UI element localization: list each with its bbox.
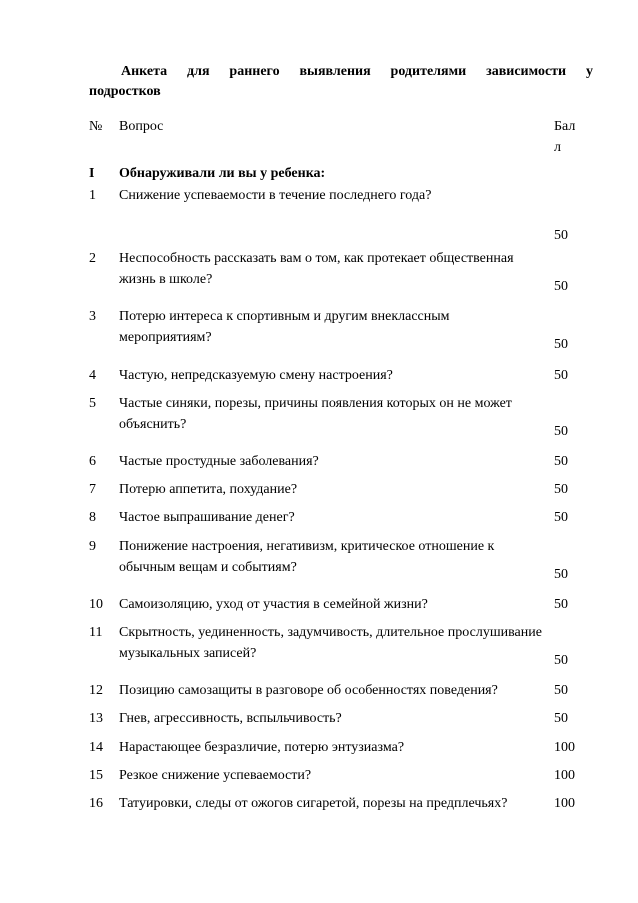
item-score: 50 bbox=[554, 683, 568, 698]
item-number: 11 bbox=[89, 625, 103, 640]
item-question: Резкое снижение успеваемости? bbox=[119, 768, 312, 783]
item-question: Гнев, агрессивность, вспыльчивость? bbox=[119, 711, 342, 726]
item-number: 6 bbox=[89, 454, 96, 469]
item-number: 4 bbox=[89, 368, 96, 383]
header-num: № bbox=[89, 119, 103, 134]
item-score: 50 bbox=[554, 482, 568, 497]
title-word: для bbox=[187, 64, 210, 79]
title-word: Анкета bbox=[121, 64, 168, 79]
table-row bbox=[89, 248, 599, 308]
section-row bbox=[89, 163, 599, 184]
item-question: Потерю интереса к спортивным и другим внеклассным мероприятиям? bbox=[119, 309, 450, 345]
section-num: I bbox=[89, 166, 95, 181]
header-question: Вопрос bbox=[119, 119, 164, 134]
table-row bbox=[89, 793, 599, 853]
title-word: раннего bbox=[229, 64, 280, 79]
item-number: 15 bbox=[89, 768, 103, 783]
item-number: 12 bbox=[89, 683, 103, 698]
item-question: Неспособность рассказать вам о том, как протекает общественная жизнь в школе? bbox=[119, 251, 514, 287]
item-number: 10 bbox=[89, 597, 103, 612]
title-word: у bbox=[586, 64, 593, 79]
item-question: Татуировки, следы от ожогов сигаретой, порезы на предплечьях? bbox=[119, 796, 508, 811]
item-score: 50 bbox=[554, 510, 568, 525]
item-score: 50 bbox=[554, 454, 568, 469]
item-number: 14 bbox=[89, 740, 103, 755]
item-score: 50 bbox=[554, 567, 568, 582]
item-score: 50 bbox=[554, 279, 568, 294]
item-number: 5 bbox=[89, 396, 96, 411]
item-number: 8 bbox=[89, 510, 96, 525]
item-score: 100 bbox=[554, 740, 575, 755]
item-question: Скрытность, уединенность, задумчивость, длительное прослушивание музыкальных записей? bbox=[119, 625, 542, 661]
table-row bbox=[89, 306, 599, 366]
item-score: 50 bbox=[554, 337, 568, 352]
table-row bbox=[89, 536, 599, 596]
title-line-2: подростков bbox=[89, 84, 161, 99]
item-question: Частую, непредсказуемую смену настроения? bbox=[119, 368, 393, 383]
item-score: 100 bbox=[554, 796, 575, 811]
header-score-line-2: л bbox=[554, 140, 561, 155]
table-row bbox=[89, 185, 599, 245]
item-score: 50 bbox=[554, 653, 568, 668]
title-word: зависимости bbox=[486, 64, 567, 79]
item-number: 7 bbox=[89, 482, 96, 497]
item-question: Самоизоляцию, уход от участия в семейной жизни? bbox=[119, 597, 428, 612]
item-score: 50 bbox=[554, 424, 568, 439]
section-text: Обнаруживали ли вы у ребенка: bbox=[119, 166, 326, 181]
item-question: Снижение успеваемости в течение последнего года? bbox=[119, 188, 432, 203]
title-word: выявления bbox=[299, 64, 371, 79]
title-line-1 bbox=[89, 62, 593, 82]
item-number: 2 bbox=[89, 251, 96, 266]
item-number: 3 bbox=[89, 309, 96, 324]
item-question: Понижение настроения, негативизм, критическое отношение к обычным вещам и событиям? bbox=[119, 539, 495, 575]
item-question: Частые синяки, порезы, причины появления которых он не может объяснить? bbox=[119, 396, 512, 432]
header-score-line-1: Бал bbox=[554, 119, 576, 134]
item-number: 1 bbox=[89, 188, 96, 203]
title-word: родителями bbox=[390, 64, 467, 79]
table-header-row bbox=[89, 116, 599, 158]
document-title bbox=[89, 62, 593, 102]
item-number: 13 bbox=[89, 711, 103, 726]
table-row bbox=[89, 622, 599, 682]
item-number: 9 bbox=[89, 539, 96, 554]
item-question: Потерю аппетита, похудание? bbox=[119, 482, 298, 497]
item-question: Частые простудные заболевания? bbox=[119, 454, 319, 469]
item-question: Позицию самозащиты в разговоре об особенностях поведения? bbox=[119, 683, 498, 698]
item-score: 50 bbox=[554, 597, 568, 612]
table-row bbox=[89, 393, 599, 453]
item-score: 50 bbox=[554, 368, 568, 383]
item-question: Частое выпрашивание денег? bbox=[119, 510, 295, 525]
item-score: 50 bbox=[554, 711, 568, 726]
item-score: 50 bbox=[554, 228, 568, 243]
item-score: 100 bbox=[554, 768, 575, 783]
item-question: Нарастающее безразличие, потерю энтузиазма? bbox=[119, 740, 405, 755]
header-score bbox=[554, 116, 599, 158]
item-number: 16 bbox=[89, 796, 103, 811]
